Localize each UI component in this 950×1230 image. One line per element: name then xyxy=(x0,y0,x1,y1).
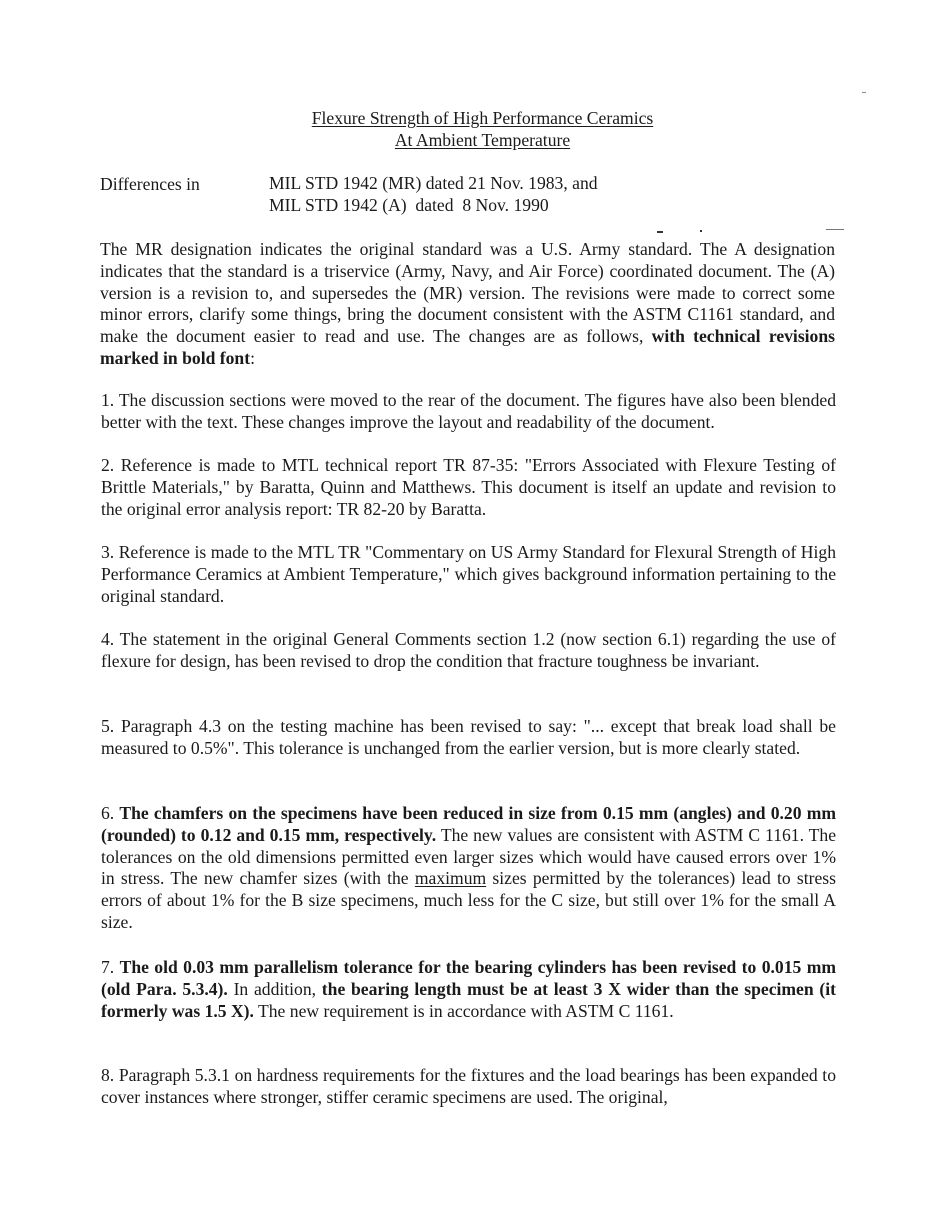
item-7-bold-text-b: the bearing length must be at least 3 X wider than the specimen (it formerly was 1.5 X). xyxy=(101,978,837,1021)
item-5-paragraph: 5. Paragraph 4.3 on the testing machine has been revised to say: "... except that break load shall be measured to 0.5%". This tolerance is unchanged from the earlier version, but is more clearly stated. xyxy=(101,716,836,758)
document-title-line-1: Flexure Strength of High Performance Ceramics xyxy=(311,108,654,128)
scan-speck xyxy=(700,230,702,232)
standard-mr-line: MIL STD 1942 (MR) dated 21 Nov. 1983, and xyxy=(269,173,598,193)
intro-bold-text: with technical revisions marked in bold font xyxy=(100,326,835,368)
item-7-number: 7. xyxy=(101,957,120,977)
scan-speck xyxy=(826,229,844,230)
intro-colon: : xyxy=(250,347,255,368)
differences-standards xyxy=(269,173,598,217)
item-6-text-b: sizes permitted by the tolerances) lead to stress errors of about 1% for the B size specimens, much less for the C size, but still over 1% for the small A size. xyxy=(101,868,836,932)
differences-label: Differences in xyxy=(100,174,200,194)
item-3-paragraph: 3. Reference is made to the MTL TR "Commentary on US Army Standard for Flexural Strength of High Performance Ceramics at Ambient Temperature," which gives background information pertaining to the original standard. xyxy=(101,542,836,606)
intro-text: The MR designation indicates the original standard was a U.S. Army standard. The A designation indicates that the standard is a triservice (Army, Navy, and Air Force) coordinated document. The (A) version is a revision to, and supersedes the (MR) version. The revisions were made to correct some minor errors, clarify some things, bring the document consistent with the ASTM C1161 standard, and make the document easier to read and use. The changes are as follows, xyxy=(100,239,835,347)
scan-speck xyxy=(657,231,663,233)
item-6-bold-text: The chamfers on the specimens have been reduced in size from 0.15 mm (angles) and 0.20 mm (rounded) to 0.12 and 0.15 mm, respectively. xyxy=(101,803,837,845)
standard-a-line: MIL STD 1942 (A) dated 8 Nov. 1990 xyxy=(269,194,549,215)
intro-paragraph xyxy=(100,239,835,370)
item-6-number: 6. xyxy=(101,803,120,823)
item-2-paragraph: 2. Reference is made to MTL technical report TR 87-35: "Errors Associated with Flexure Testing of Brittle Materials," by Baratta, Quinn and Matthews. This document is itself an update and revision to the original error analysis report: TR 82-20 by Baratta. xyxy=(101,455,836,519)
item-7-text-a: In addition, xyxy=(227,978,322,999)
item-6-underlined-word: maximum xyxy=(414,868,487,889)
document-title-line-2: At Ambient Temperature xyxy=(394,130,571,150)
item-7-bold-text-a: The old 0.03 mm parallelism tolerance for the bearing cylinders has been revised to 0.015 mm (old Para. 5.3.4). xyxy=(101,957,837,999)
scan-speck xyxy=(862,92,866,93)
item-1-paragraph: 1. The discussion sections were moved to the rear of the document. The figures have also been blended better with the text. These changes improve the layout and readability of the document. xyxy=(101,390,836,432)
item-6-text-a: The new values are consistent with ASTM C 1161. The tolerances on the old dimensions permitted even larger sizes which would have caused errors over 1% in stress. The new chamfer sizes (with the xyxy=(101,824,837,889)
item-8-paragraph: 8. Paragraph 5.3.1 on hardness requirements for the fixtures and the load bearings has been expanded to cover instances where stronger, stiffer ceramic specimens are used. The original, xyxy=(101,1065,836,1107)
item-7-text-b: The new requirement is in accordance with ASTM C 1161. xyxy=(253,1000,674,1021)
item-6-paragraph xyxy=(101,803,836,934)
item-4-paragraph: 4. The statement in the original General Comments section 1.2 (now section 6.1) regarding the use of flexure for design, has been revised to drop the condition that fracture toughness be invariant. xyxy=(101,629,836,671)
item-7-paragraph xyxy=(101,957,836,1022)
